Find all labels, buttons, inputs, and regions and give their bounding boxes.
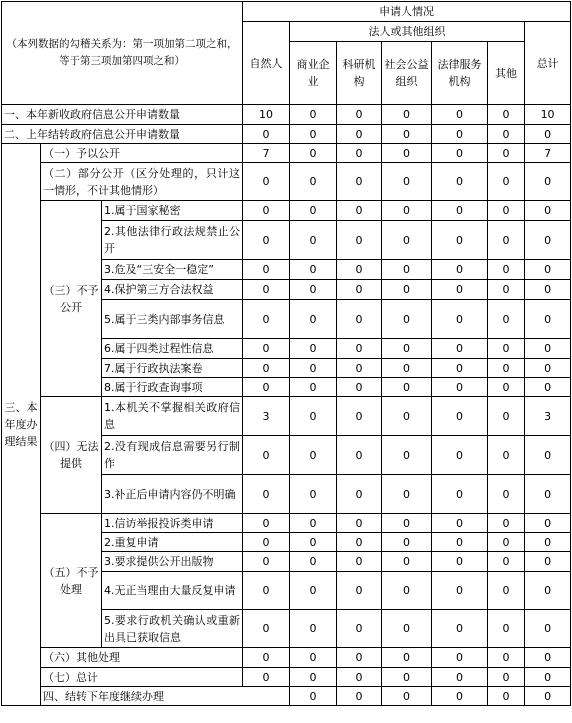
cell: 0	[488, 105, 525, 125]
cell: 0	[337, 648, 382, 668]
cell: 0	[290, 359, 337, 378]
cell: 3	[525, 397, 571, 436]
row-label-duplicate: 2.重复申请	[102, 533, 243, 552]
cell: 0	[243, 221, 290, 260]
cell: 0	[382, 687, 432, 706]
cell: 0	[382, 552, 432, 572]
row-label-carry-forward: 四、结转下年度继续办理	[41, 687, 290, 706]
cell: 0	[525, 339, 571, 359]
row-label-subtotal: （七）总计	[41, 668, 243, 687]
cell: 0	[382, 397, 432, 436]
row-label-petition: 1.信访举报投诉类申请	[102, 514, 243, 533]
row-label-three-safety: 3.危及“三安全一稳定”	[102, 260, 243, 280]
cell: 0	[337, 105, 382, 125]
cell: 0	[243, 610, 290, 648]
cell: 0	[525, 436, 571, 475]
cell: 0	[432, 378, 488, 397]
cell: 0	[488, 475, 525, 514]
cell: 0	[290, 125, 337, 144]
cell: 10	[525, 105, 571, 125]
cell: 0	[243, 648, 290, 668]
cell: 0	[432, 144, 488, 163]
cell: 0	[432, 552, 488, 572]
cell: 0	[290, 260, 337, 280]
row-label-carried-over: 二、上年结转政府信息公开申请数量	[2, 125, 243, 144]
cell: 0	[337, 610, 382, 648]
cell: 0	[382, 514, 432, 533]
row-label-other-handling: （六）其他处理	[41, 648, 243, 668]
cell: 0	[290, 221, 337, 260]
row-label-still-unclear: 3.补正后申请内容仍不明确	[102, 475, 243, 514]
cell: 0	[382, 144, 432, 163]
cell: 0	[243, 359, 290, 378]
cell: 0	[525, 572, 571, 610]
cell: 0	[525, 514, 571, 533]
cell: 0	[382, 260, 432, 280]
cell: 0	[337, 339, 382, 359]
cell: 0	[432, 339, 488, 359]
cell: 0	[337, 475, 382, 514]
cell: 0	[337, 378, 382, 397]
cell: 0	[290, 648, 337, 668]
cell: 0	[432, 436, 488, 475]
cell: 0	[488, 359, 525, 378]
cell: 0	[432, 260, 488, 280]
cell: 0	[243, 475, 290, 514]
cell: 0	[337, 300, 382, 339]
cell: 0	[290, 144, 337, 163]
row-label-enforcement-files: 7.属于行政执法案卷	[102, 359, 243, 378]
cell: 0	[525, 648, 571, 668]
cell: 0	[432, 648, 488, 668]
cell: 0	[525, 125, 571, 144]
cell: 0	[488, 125, 525, 144]
cell: 0	[488, 339, 525, 359]
cell: 0	[382, 221, 432, 260]
cell: 0	[290, 687, 337, 706]
cell: 0	[525, 359, 571, 378]
cell: 0	[290, 105, 337, 125]
cell: 0	[290, 163, 337, 201]
cell: 0	[337, 687, 382, 706]
cell: 0	[488, 144, 525, 163]
header-legal-service: 法律服务机构	[432, 42, 488, 105]
header-research: 科研机构	[337, 42, 382, 105]
cell: 0	[432, 221, 488, 260]
cell: 0	[290, 397, 337, 436]
section-label-results: 三、本年度办理结果	[2, 144, 41, 706]
row-label-disclosed: （一）予以公开	[41, 144, 243, 163]
cell: 0	[382, 359, 432, 378]
cell: 0	[337, 163, 382, 201]
cell: 0	[243, 572, 290, 610]
cell: 0	[525, 552, 571, 572]
cell: 0	[432, 572, 488, 610]
cell: 0	[337, 533, 382, 552]
cell: 0	[243, 300, 290, 339]
cell: 0	[290, 668, 337, 687]
cell: 0	[243, 552, 290, 572]
cell: 0	[290, 475, 337, 514]
disclosure-table	[1, 1, 571, 706]
header-business: 商业企业	[290, 42, 337, 105]
row-label-new-requests: 一、本年新收政府信息公开申请数量	[2, 105, 243, 125]
header-note: （本列数据的勾稽关系为：第一项加第二项之和，等于第三项加第四项之和）	[2, 2, 243, 105]
cell: 0	[337, 552, 382, 572]
row-label-needs-creation: 2.没有现成信息需要另行制作	[102, 436, 243, 475]
cell: 0	[243, 201, 290, 221]
cell: 0	[382, 668, 432, 687]
cell: 0	[488, 514, 525, 533]
cell: 0	[488, 280, 525, 300]
cell: 0	[243, 436, 290, 475]
cell: 0	[337, 359, 382, 378]
cell: 0	[337, 668, 382, 687]
cell: 0	[488, 201, 525, 221]
cell: 0	[290, 514, 337, 533]
cell: 0	[382, 201, 432, 221]
cell: 0	[432, 475, 488, 514]
cell: 0	[432, 687, 488, 706]
cell: 0	[488, 436, 525, 475]
cell: 0	[488, 610, 525, 648]
cell: 0	[243, 514, 290, 533]
row-label-mass-repeat: 4.无正当理由大量反复申请	[102, 572, 243, 610]
cell: 0	[525, 687, 571, 706]
cell: 0	[243, 260, 290, 280]
cell: 0	[525, 533, 571, 552]
cell: 0	[488, 378, 525, 397]
row-label-publications: 3.要求提供公开出版物	[102, 552, 243, 572]
cell: 0	[432, 105, 488, 125]
cell: 0	[488, 668, 525, 687]
cell: 0	[432, 125, 488, 144]
group-label-not-disclosed: （三）不予公开	[41, 201, 102, 397]
cell: 0	[525, 280, 571, 300]
cell: 0	[525, 300, 571, 339]
cell: 7	[525, 144, 571, 163]
cell: 0	[290, 610, 337, 648]
cell: 0	[382, 339, 432, 359]
cell: 0	[337, 436, 382, 475]
cell: 0	[488, 163, 525, 201]
cell: 0	[382, 105, 432, 125]
cell: 0	[290, 300, 337, 339]
cell: 0	[525, 378, 571, 397]
cell: 0	[488, 397, 525, 436]
header-total: 总计	[525, 22, 571, 105]
cell: 0	[382, 533, 432, 552]
cell: 0	[337, 514, 382, 533]
cell: 0	[382, 572, 432, 610]
cell: 0	[432, 610, 488, 648]
row-label-reissue: 5.要求行政机关确认或重新出具已获取信息	[102, 610, 243, 648]
cell: 0	[488, 552, 525, 572]
cell: 0	[243, 163, 290, 201]
cell: 3	[243, 397, 290, 436]
cell: 0	[337, 144, 382, 163]
cell: 0	[382, 300, 432, 339]
cell: 0	[525, 668, 571, 687]
cell: 0	[488, 572, 525, 610]
cell: 10	[243, 105, 290, 125]
header-natural-person: 自然人	[243, 22, 290, 105]
cell: 0	[243, 378, 290, 397]
group-label-not-processed: （五）不予处理	[41, 514, 102, 648]
cell: 7	[243, 144, 290, 163]
row-label-internal-affairs: 5.属于三类内部事务信息	[102, 300, 243, 339]
cell: 0	[290, 339, 337, 359]
cell: 0	[243, 668, 290, 687]
cell: 0	[488, 300, 525, 339]
cell: 0	[488, 687, 525, 706]
cell: 0	[488, 648, 525, 668]
cell: 0	[525, 475, 571, 514]
cell: 0	[290, 533, 337, 552]
header-other: 其他	[488, 42, 525, 105]
cell: 0	[432, 280, 488, 300]
cell: 0	[382, 475, 432, 514]
cell: 0	[432, 397, 488, 436]
cell: 0	[243, 533, 290, 552]
cell: 0	[243, 280, 290, 300]
cell: 0	[525, 260, 571, 280]
cell: 0	[290, 378, 337, 397]
row-label-state-secret: 1.属于国家秘密	[102, 201, 243, 221]
row-label-admin-query: 8.属于行政查询事项	[102, 378, 243, 397]
cell: 0	[432, 514, 488, 533]
row-label-partial: （二）部分公开（区分处理的，只计这一情形，不计其他情形）	[41, 163, 243, 201]
cell: 0	[488, 533, 525, 552]
cell: 0	[290, 280, 337, 300]
cell: 0	[432, 533, 488, 552]
cell: 0	[382, 163, 432, 201]
header-social: 社会公益组织	[382, 42, 432, 105]
cell: 0	[337, 280, 382, 300]
cell: 0	[337, 201, 382, 221]
cell: 0	[432, 668, 488, 687]
cell: 0	[432, 300, 488, 339]
row-label-third-party: 4.保护第三方合法权益	[102, 280, 243, 300]
cell: 0	[525, 163, 571, 201]
cell: 0	[525, 221, 571, 260]
cell: 0	[337, 125, 382, 144]
cell: 0	[525, 610, 571, 648]
cell: 0	[382, 648, 432, 668]
row-label-law-prohibited: 2.其他法律行政法规禁止公开	[102, 221, 243, 260]
cell: 0	[337, 221, 382, 260]
cell: 0	[337, 260, 382, 280]
header-applicant: 申请人情况	[243, 2, 571, 22]
cell: 0	[382, 610, 432, 648]
header-legal-group: 法人或其他组织	[290, 22, 525, 42]
cell: 0	[290, 572, 337, 610]
row-label-process-info: 6.属于四类过程性信息	[102, 339, 243, 359]
cell: 0	[337, 397, 382, 436]
cell: 0	[432, 163, 488, 201]
cell: 0	[525, 201, 571, 221]
cell: 0	[382, 378, 432, 397]
cell: 0	[290, 201, 337, 221]
cell: 0	[488, 221, 525, 260]
cell: 0	[337, 572, 382, 610]
cell: 0	[290, 552, 337, 572]
cell: 0	[432, 201, 488, 221]
cell: 0	[290, 436, 337, 475]
cell: 0	[432, 359, 488, 378]
cell: 0	[382, 280, 432, 300]
cell: 0	[488, 260, 525, 280]
group-label-unable-provide: （四）无法提供	[41, 397, 102, 514]
cell: 0	[243, 339, 290, 359]
cell: 0	[382, 125, 432, 144]
cell: 0	[382, 436, 432, 475]
row-label-not-held: 1.本机关不掌握相关政府信息	[102, 397, 243, 436]
cell: 0	[243, 125, 290, 144]
